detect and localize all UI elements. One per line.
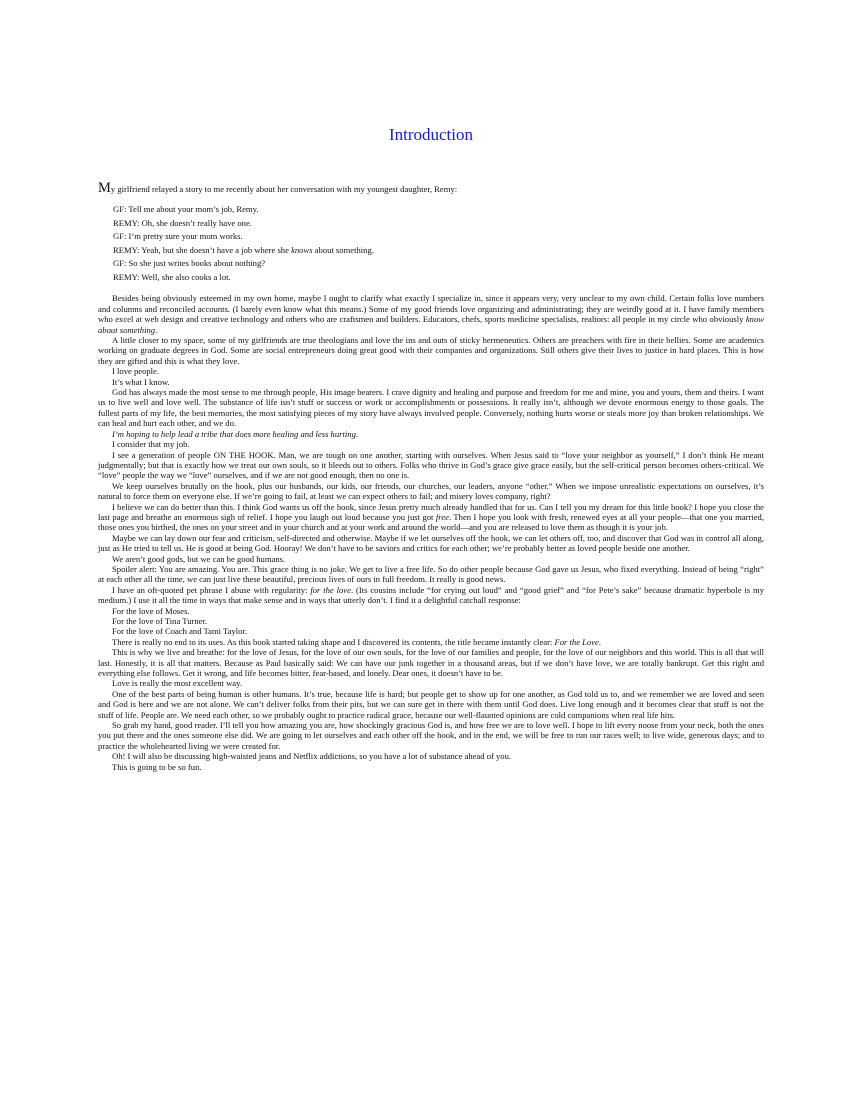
- text-run: It’s what I know.: [112, 376, 170, 387]
- chapter-title: Introduction: [388, 125, 474, 144]
- paragraph: [98, 751, 764, 761]
- text-run: Oh! I will also be discussing high-waisted jeans and Netflix addictions, so you have a lot of substance ahead of you.: [112, 751, 512, 762]
- text-run: .: [355, 428, 359, 439]
- paragraph: [98, 564, 764, 585]
- dialogue-line: [113, 244, 764, 258]
- emphasis-text: know about something: [98, 314, 764, 335]
- paragraph: [98, 450, 764, 481]
- paragraph: [98, 366, 764, 376]
- text-run: We aren’t good gods, but we can be good humans.: [112, 553, 286, 564]
- opening-paragraph: [98, 180, 764, 196]
- emphasis-text: I’m hoping to help lead a tribe that does more healing and less hurting: [112, 428, 356, 439]
- emphasis-text: free: [435, 511, 449, 522]
- text-run: I love people.: [112, 366, 160, 377]
- paragraph: [98, 762, 764, 772]
- paragraph: [98, 533, 764, 554]
- paragraph: [98, 637, 764, 647]
- paragraph: [98, 502, 764, 533]
- dialogue-line: [113, 217, 764, 231]
- text-run: .: [155, 324, 158, 335]
- paragraph: [98, 678, 764, 688]
- text-run: REMY: Yeah, but she doesn’t have a job where she: [113, 244, 292, 255]
- text-run: Besides being obviously esteemed in my own home, maybe I ought to clarify what exactly I specialize in, since it appears very, very unclear to my own child. Certain folks love numbers and columns and reconciled accounts. (I barely even know what this means.) Some of my good friends love organizing and administrating; they are weirdly good at it. I have family members who excel at web design and creative technology and others who are craftsmen and builders. Educators, chefs, sports medicine specialists, realtors: all people in my circle who obviously: [98, 293, 764, 325]
- text-run: This is why we live and breathe: for the love of Jesus, for the love of our own souls, for the love of our families and people, for the love of our neighbors and this world. This is all that will last. Honestly, it is all that matters. Because as Paul basically said: We can have our junk together in a thousand areas, but if we don’t have love, we are totally bankrupt. Get this right and everything else follows. Get it wrong, and life becomes bitter, fear-based, and lonely. Dear ones, it doesn’t have to be.: [98, 647, 764, 679]
- chapter-body: [98, 180, 765, 772]
- paragraph: [98, 606, 764, 616]
- body-text: [98, 293, 764, 772]
- text-run: REMY: Well, she also cooks a lot.: [113, 271, 231, 282]
- text-run: For the love of Moses.: [112, 605, 190, 616]
- paragraph: [98, 377, 764, 387]
- text-run: For the love of Tina Turner.: [112, 616, 208, 626]
- text-run: We keep ourselves brutally on the hook, plus our husbands, our kids, our friends, our churches, our leaders, anyone “other.” When we impose unrealistic expectations on ourselves, it’s natural to force them on everyone else. If we’re going to fail, at least we can expect others to fail; and misery loves company, right?: [98, 480, 764, 502]
- text-run: A little closer to my space, some of my girlfriends are true theologians and love the ins and outs of sticky hermeneutics. Others are preachers with fire in their bellies. Some are academics working on graduate degrees in God. Some are social entrepreneurs doing great good with their companies and organizations. Still others give their lives to justice in hard places. This is how they are gifted and this is what they love.: [98, 335, 764, 366]
- paragraph: [98, 689, 764, 720]
- paragraph: [98, 293, 764, 335]
- text-run: GF: Tell me about your mom’s job, Remy.: [113, 204, 259, 215]
- drop-cap: M: [98, 180, 111, 196]
- paragraph: [98, 335, 764, 366]
- text-run: God has always made the most sense to me through people, His image bearers. I crave dignity and healing and purpose and freedom for me and mine, you and yours, them and theirs. I want us to live well and love well. The substance of life isn’t stuff or success or work or accomplishments or possessions. It really isn’t, although we devote enormous energy to those goals. The fullest parts of my life, the best memories, the most satisfying pieces of my story have always involved people. Conversely, nothing hurts worse or steals more joy than broken relationships. We can heal and hurt each other, and we do.: [98, 387, 764, 429]
- text-run: I consider that my job.: [112, 439, 190, 450]
- paragraph: [98, 387, 764, 429]
- text-run: about something.: [312, 244, 374, 255]
- text-run: One of the best parts of being human is other humans. It’s true, because life is hard; but people get to show up for one another, as God told us to, and we remember we are loved and seen and God is here and we are not alone. We can’t deliver folks from their pits, but we can sure get in there with them until God does. Live long enough and it becomes clear that stuff is not the stuff of life. People are. We need each other, so we probably ought to practice radical grace, because our well-flaunted opinions are cold companions when real life hits.: [98, 688, 764, 720]
- text-run: This is going to be so fun.: [112, 761, 202, 772]
- text-run: There is really no end to its uses. As this book started taking shape and I discovered its contents, the title became instantly clear:: [112, 636, 555, 647]
- emphasis-text: knows: [291, 244, 313, 255]
- paragraph: [98, 554, 764, 564]
- text-run: Spoiler alert: You are amazing. You are. This grace thing is no joke. We get to live a free life. So do other people because God gave us Jesus, who fixed everything. Instead of being “right” at each other all the time, we can just live these beautiful, precious lives of ours in full freedom. It really is good news.: [98, 563, 764, 585]
- dialogue-block: [113, 203, 764, 284]
- text-run: I see a generation of people ON THE HOOK. Man, we are tough on one another, starting with ourselves. When Jesus said to “love your neighbor as yourself,” I don’t think He meant judgmentally; but that is exactly how we treat our own souls, so it bleeds out to others. Folks who thrive in God’s grace give grace easily, but the self-critical person becomes others-critical. We “love” people the way we “love” ourselves, and if we are not good enough, then no one is.: [98, 449, 764, 481]
- text-run: I believe we can do better than this. I think God wants us off the hook, since Jesus pretty much already handled that for us. Can I tell you my dream for this little book? I hope you close the last page and breathe an enormous sigh of relief. I hope you laugh out loud because you just got: [98, 501, 764, 522]
- text-run: . (Its cousins include “for crying out loud” and “good grief” and “for Pete’s sake” because dramatic hyperbole is my medium.) I use it all the time in ways that make sense and in ways that utterly don’t. I find it a delightful catchall response:: [98, 584, 765, 606]
- dialogue-line: [113, 257, 764, 271]
- opening-text: y girlfriend relayed a story to me recently about her conversation with my youngest daughter, Remy:: [110, 184, 458, 194]
- text-run: .: [598, 636, 602, 647]
- text-run: . Then I hope you look with fresh, renewed eyes at all your people—that one you married, those ones you birthed, the ones on your street and in your church and at your work and around the world—and you are released to love them as though it is your job.: [98, 511, 764, 533]
- paragraph: [98, 429, 764, 439]
- text-run: REMY: Oh, she doesn’t really have one.: [113, 217, 252, 228]
- text-run: I have an oft-quoted pet phrase I abuse with regularity:: [112, 584, 311, 595]
- paragraph: [98, 647, 764, 678]
- emphasis-text: for the love: [310, 584, 351, 595]
- dialogue-line: [113, 271, 764, 285]
- text-run: So grab my hand, good reader. I’ll tell you how amazing you are, how shockingly gracious God is, and how free we are to love well. I hope to lift every noose from your neck, both the ones you put there and the ones someone else did. We are going to let ourselves and each other off the hook, and in the end, we will be free to run our races well; to live wide, generous days; and to practice the wholehearted living we were created for.: [98, 720, 764, 751]
- text-run: GF: So she just writes books about nothing?: [113, 258, 266, 269]
- paragraph: [98, 481, 764, 502]
- text-run: GF: I’m pretty sure your mom works.: [113, 231, 243, 242]
- text-run: For the love of Coach and Tami Taylor.: [112, 626, 247, 637]
- paragraph: [98, 616, 764, 626]
- emphasis-text: For the Love: [554, 636, 599, 647]
- text-run: Maybe we can lay down our fear and criticism, self-directed and otherwise. Maybe if we let ourselves off the hook, we can let others off, too, and discover that God was in control all along, just as He tried to tell us. He is good at being God. Hooray! We don’t have to be saviors and critics for each other; we’re probably better as loved people beside one another.: [98, 532, 764, 554]
- dialogue-line: [113, 230, 764, 244]
- dialogue-line: [113, 203, 764, 217]
- paragraph: [98, 585, 764, 606]
- paragraph: [98, 626, 764, 636]
- paragraph: [98, 439, 764, 449]
- text-run: Love is really the most excellent way.: [112, 678, 242, 689]
- paragraph: [98, 720, 764, 751]
